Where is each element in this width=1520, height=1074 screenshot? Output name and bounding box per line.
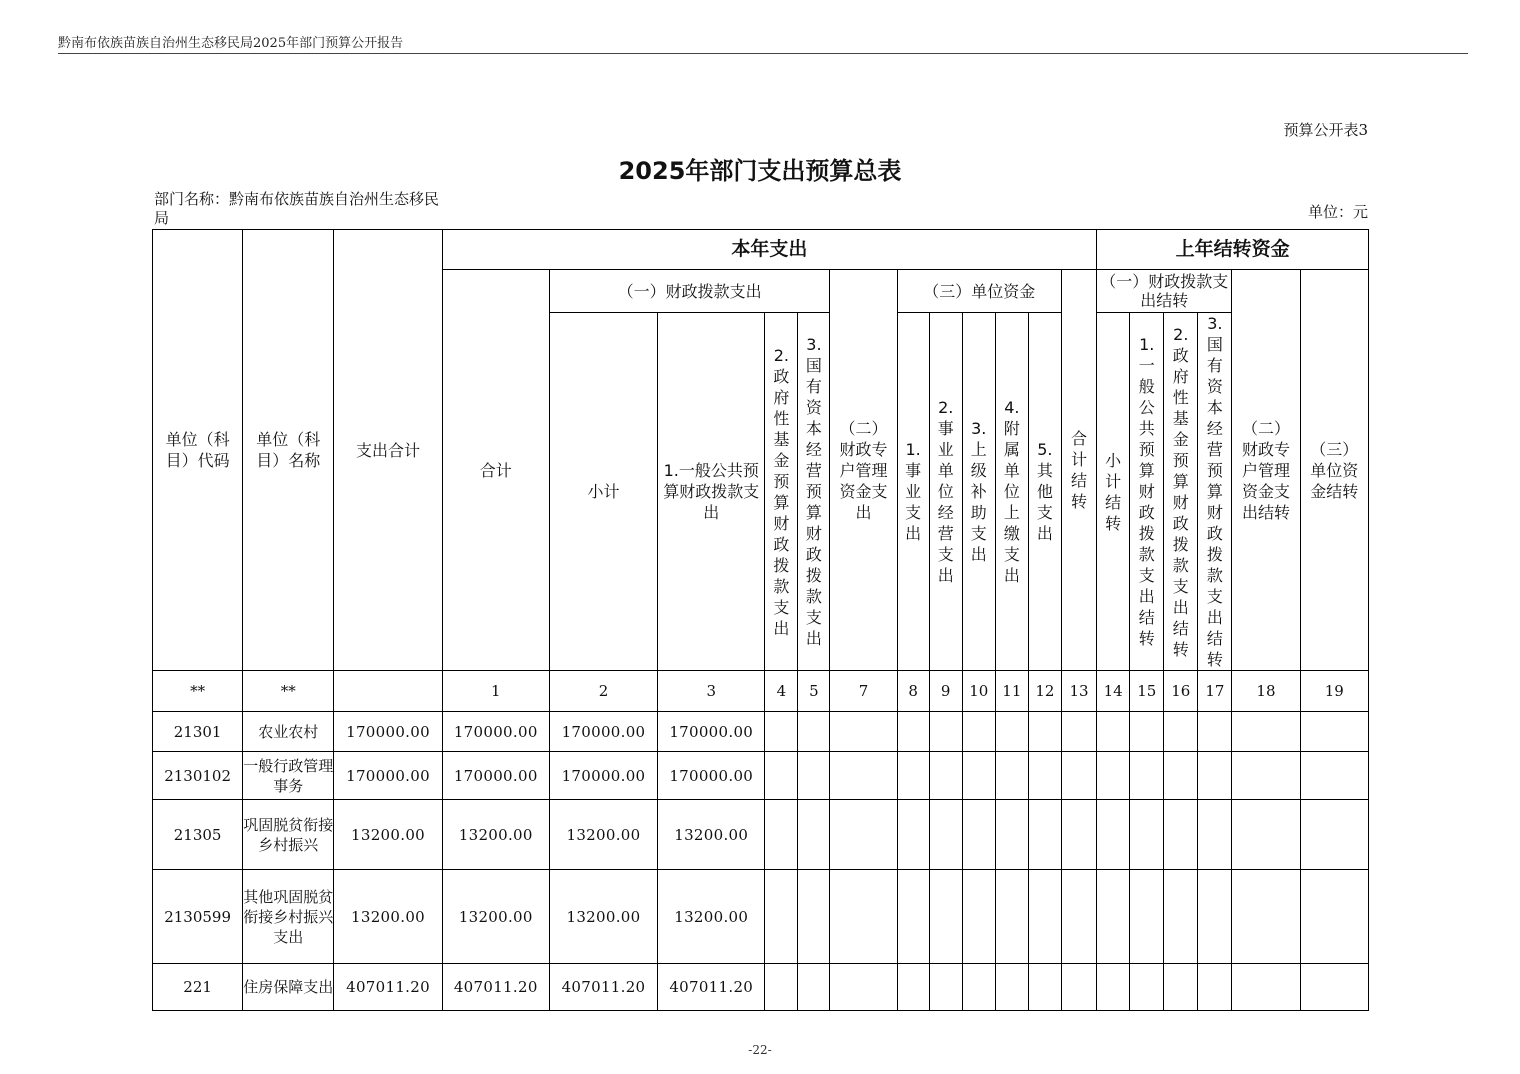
table-number: 预算公开表3	[1283, 121, 1368, 139]
index-cell: 5	[798, 671, 830, 712]
header-rule	[58, 53, 1468, 54]
table-row	[153, 712, 1369, 752]
index-cell: 8	[897, 671, 929, 712]
index-cell: 19	[1300, 671, 1368, 712]
index-cell: 1	[442, 671, 549, 712]
header-prior-fiscal-group: （一）财政拨款支出结转	[1097, 270, 1232, 313]
header-prior-special: （二）财政专户管理资金支出结转	[1232, 270, 1300, 671]
row-subtotal: 170000.00	[549, 712, 657, 752]
header-prior-general: 1.一般公共预算财政拨款支出结转	[1130, 313, 1164, 671]
row-code: 21301	[153, 712, 243, 752]
index-cell: 7	[830, 671, 897, 712]
header-fiscal-state-capital: 3.国有资本经营预算财政拨款支出	[798, 313, 830, 671]
index-cell: 2	[549, 671, 657, 712]
row-cur-total: 13200.00	[442, 800, 549, 870]
row-code: 2130599	[153, 870, 243, 964]
index-cell: 11	[995, 671, 1028, 712]
index-cell: **	[243, 671, 334, 712]
header-cur-total: 合计	[442, 270, 549, 671]
index-cell: 13	[1061, 671, 1096, 712]
header-uf-1: 1.事业支出	[897, 313, 929, 671]
header-unit-funds: （三）单位资金	[897, 270, 1061, 313]
header-uf-5: 5.其他支出	[1028, 313, 1061, 671]
row-code: 221	[153, 964, 243, 1011]
row-name: 巩固脱贫衔接乡村振兴	[243, 800, 334, 870]
running-header: 黔南布依族苗族自治州生态移民局2025年部门预算公开报告	[58, 36, 404, 51]
header-fiscal-gov-fund: 2.政府性基金预算财政拨款支出	[765, 313, 798, 671]
page-title: 2025年部门支出预算总表	[618, 157, 902, 185]
index-cell: 12	[1028, 671, 1061, 712]
row-name: 住房保障支出	[243, 964, 334, 1011]
row-subtotal: 407011.20	[549, 964, 657, 1011]
index-cell: 16	[1164, 671, 1198, 712]
row-subtotal: 170000.00	[549, 752, 657, 800]
row-general: 170000.00	[658, 712, 765, 752]
index-cell: 17	[1198, 671, 1232, 712]
expenditure-budget-table	[152, 229, 1369, 1011]
unit-label: 单位：元	[1307, 203, 1368, 221]
table-row	[153, 800, 1369, 870]
page-number: -22-	[748, 1043, 772, 1057]
index-cell	[334, 671, 442, 712]
row-code: 21305	[153, 800, 243, 870]
header-prior-subtotal: 小计结转	[1097, 313, 1130, 671]
header-uf-4: 4.附属单位上缴支出	[995, 313, 1028, 671]
header-unit-code: 单位（科目）代码	[153, 230, 243, 671]
row-name: 一般行政管理事务	[243, 752, 334, 800]
row-code: 2130102	[153, 752, 243, 800]
department-label: 部门名称：黔南布依族苗族自治州生态移民局	[154, 190, 440, 227]
row-total: 170000.00	[334, 752, 442, 800]
header-uf-2: 2.事业单位经营支出	[929, 313, 962, 671]
table-row	[153, 964, 1369, 1011]
header-special-account: （二）财政专户管理资金支出	[830, 270, 897, 671]
header-uf-3: 3.上级补助支出	[962, 313, 995, 671]
header-prior-year: 上年结转资金	[1097, 230, 1369, 270]
row-cur-total: 407011.20	[442, 964, 549, 1011]
row-total: 13200.00	[334, 800, 442, 870]
row-cur-total: 13200.00	[442, 870, 549, 964]
row-name: 其他巩固脱贫衔接乡村振兴支出	[243, 870, 334, 964]
row-general: 13200.00	[658, 800, 765, 870]
header-current-year: 本年支出	[442, 230, 1097, 270]
row-cur-total: 170000.00	[442, 752, 549, 800]
index-cell: **	[153, 671, 243, 712]
header-fiscal-subtotal: 小计	[549, 313, 657, 671]
index-row	[153, 671, 1369, 712]
header-unit-name: 单位（科目）名称	[243, 230, 334, 671]
index-cell: 14	[1097, 671, 1130, 712]
header-fiscal-general: 1.一般公共预算财政拨款支出	[658, 313, 765, 671]
header-prior-gov-fund: 2.政府性基金预算财政拨款支出结转	[1164, 313, 1198, 671]
row-subtotal: 13200.00	[549, 800, 657, 870]
row-total: 170000.00	[334, 712, 442, 752]
index-cell: 4	[765, 671, 798, 712]
header-fiscal-group: （一）财政拨款支出	[549, 270, 830, 313]
index-cell: 15	[1130, 671, 1164, 712]
header-prior-total: 合计结转	[1061, 270, 1096, 671]
index-cell: 9	[929, 671, 962, 712]
row-general: 407011.20	[658, 964, 765, 1011]
table-row	[153, 870, 1369, 964]
table-row	[153, 752, 1369, 800]
row-general: 170000.00	[658, 752, 765, 800]
header-prior-unit: （三）单位资金结转	[1300, 270, 1368, 671]
row-general: 13200.00	[658, 870, 765, 964]
row-cur-total: 170000.00	[442, 712, 549, 752]
row-name: 农业农村	[243, 712, 334, 752]
header-total: 支出合计	[334, 230, 442, 671]
index-cell: 3	[658, 671, 765, 712]
index-cell: 10	[962, 671, 995, 712]
row-total: 13200.00	[334, 870, 442, 964]
row-subtotal: 13200.00	[549, 870, 657, 964]
row-total: 407011.20	[334, 964, 442, 1011]
header-prior-state-capital: 3.国有资本经营预算财政拨款支出结转	[1198, 313, 1232, 671]
index-cell: 18	[1232, 671, 1300, 712]
